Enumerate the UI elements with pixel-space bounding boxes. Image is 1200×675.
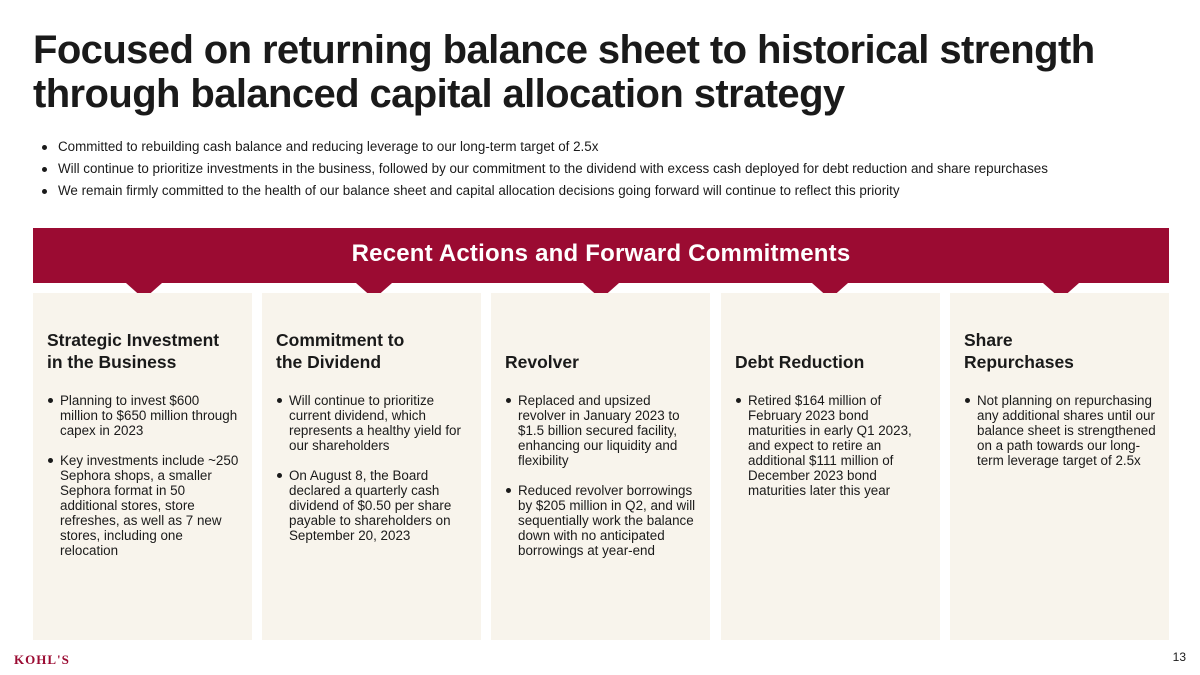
kohls-logo: KOHL'S bbox=[14, 652, 70, 667]
panel-title bbox=[47, 329, 247, 373]
summary-bullet: Committed to rebuilding cash balance and reducing leverage to our long-term target of 2.5x bbox=[40, 136, 1180, 158]
page-title-line-2: through balanced capital allocation strategy bbox=[33, 72, 845, 116]
page-number: 13 bbox=[1172, 650, 1186, 664]
panel-bullet-list bbox=[964, 393, 1156, 483]
panel-bullet-list bbox=[47, 393, 239, 573]
summary-bullet-list bbox=[40, 136, 1180, 202]
panel-strategic-investment bbox=[33, 293, 252, 640]
panel-title bbox=[276, 329, 476, 373]
panel-bullet: Reduced revolver borrowings by $205 million in Q2, and will sequentially work the balance down with no anticipated borrowings at year-end bbox=[505, 483, 697, 558]
panel-title bbox=[964, 329, 1164, 373]
panel-bullet: On August 8, the Board declared a quarterly cash dividend of $0.50 per share payable to shareholders on September 20, 2023 bbox=[276, 468, 468, 543]
panel-bullet-list bbox=[505, 393, 697, 573]
panel-bullet: Retired $164 million of February 2023 bond maturities in early Q1 2023, and expect to retire an additional $111 million of December 2023 bond maturities later this year bbox=[735, 393, 927, 498]
panel-title-line-2: Revolver bbox=[505, 352, 579, 372]
panel-debt-reduction bbox=[721, 293, 940, 640]
panel-bullet: Key investments include ~250 Sephora shops, a smaller Sephora format in 50 additional stores, store refreshes, as well as 7 new stores, including one relocation bbox=[47, 453, 239, 558]
page-title bbox=[33, 28, 1173, 116]
section-banner-label: Recent Actions and Forward Commitments bbox=[351, 239, 851, 267]
panel-title-line-2: in the Business bbox=[47, 352, 177, 372]
panel-title-line-1: Strategic Investment bbox=[47, 330, 220, 350]
panel-bullet: Will continue to prioritize current dividend, which represents a healthy yield for our shareholders bbox=[276, 393, 468, 453]
section-banner bbox=[33, 228, 1169, 283]
panel-title-line-1: Share bbox=[964, 330, 1013, 350]
panel-title-line-2: the Dividend bbox=[276, 352, 382, 372]
panel-title-line-1: Commitment to bbox=[276, 330, 405, 350]
panel-commitment-dividend bbox=[262, 293, 481, 640]
page-title-line-1: Focused on returning balance sheet to historical strength bbox=[33, 28, 1095, 72]
panel-bullet-list bbox=[735, 393, 927, 513]
summary-bullet: We remain firmly committed to the health of our balance sheet and capital allocation decisions going forward will continue to reflect this priority bbox=[40, 180, 1180, 202]
panel-title bbox=[735, 329, 935, 373]
panel-bullet: Planning to invest $600 million to $650 million through capex in 2023 bbox=[47, 393, 239, 438]
summary-bullet: Will continue to prioritize investments in the business, followed by our commitment to the dividend with excess cash deployed for debt reduction and share repurchases bbox=[40, 158, 1180, 180]
panel-bullet: Replaced and upsized revolver in January 2023 to $1.5 billion secured facility, enhancing our liquidity and flexibility bbox=[505, 393, 697, 468]
panel-revolver bbox=[491, 293, 710, 640]
panel-title bbox=[505, 329, 705, 373]
panel-share-repurchases bbox=[950, 293, 1169, 640]
panel-bullet: Not planning on repurchasing any additional shares until our balance sheet is strengthened on a path towards our long-term leverage target of 2.5x bbox=[964, 393, 1156, 468]
panel-bullet-list bbox=[276, 393, 468, 558]
panel-title-line-2: Repurchases bbox=[964, 352, 1074, 372]
panel-title-line-2: Debt Reduction bbox=[735, 352, 865, 372]
